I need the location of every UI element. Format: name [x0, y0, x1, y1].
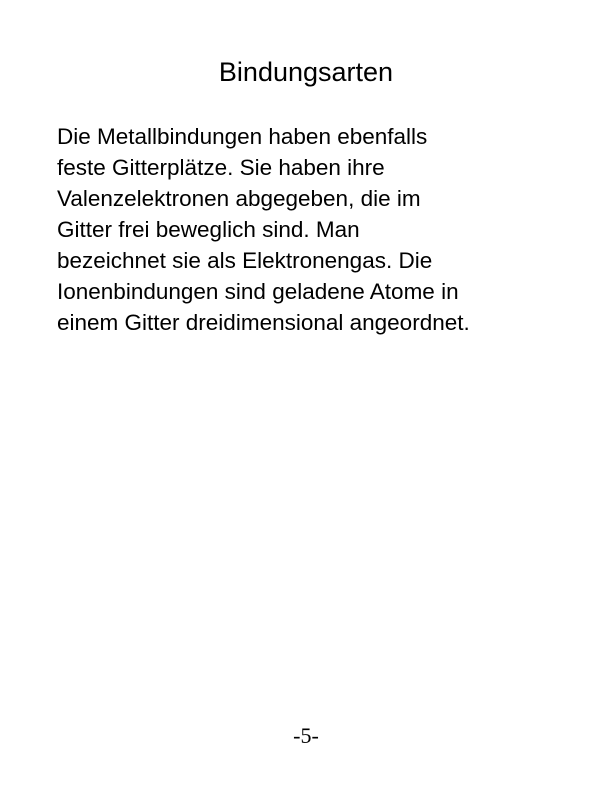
paragraph-line: Gitter frei beweglich sind. Man — [57, 217, 360, 242]
paragraph-line: feste Gitterplätze. Sie haben ihre — [57, 155, 385, 180]
paragraph-line: bezeichnet sie als Elektronengas. Die — [57, 248, 433, 273]
page-title: Bindungsarten — [218, 57, 394, 87]
paragraph-line: einem Gitter dreidimensional angeordnet. — [57, 310, 470, 335]
body-paragraph — [57, 121, 577, 338]
page-number: -5- — [293, 723, 319, 748]
paragraph-line: Valenzelektronen abgegeben, die im — [57, 186, 421, 211]
paragraph-line: Die Metallbindungen haben ebenfalls — [57, 124, 428, 149]
paragraph-line: Ionenbindungen sind geladene Atome in — [57, 279, 459, 304]
